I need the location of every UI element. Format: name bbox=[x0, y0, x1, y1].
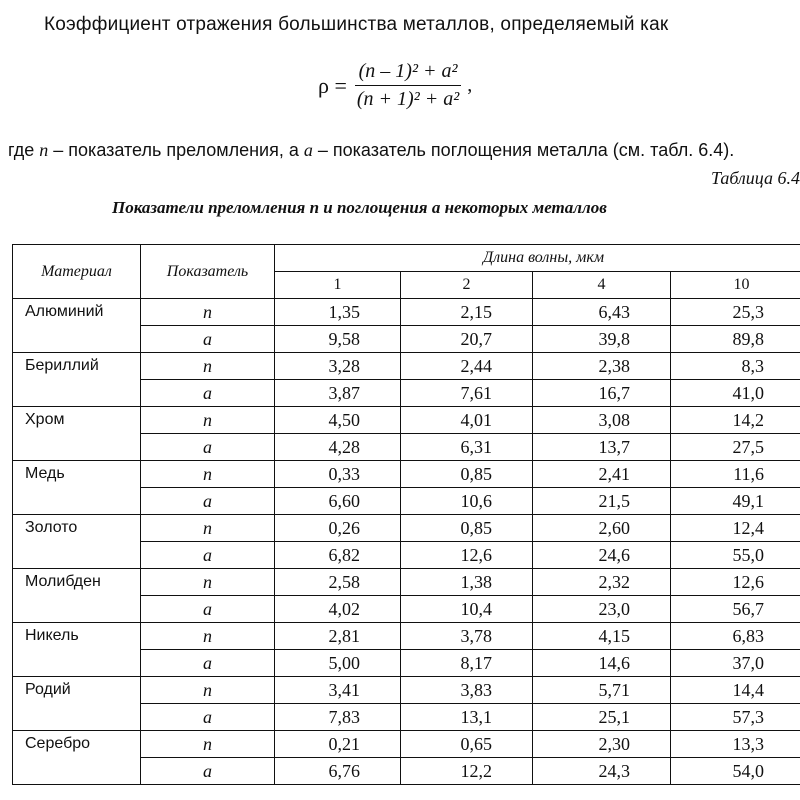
value-cell: 12,2 bbox=[401, 758, 533, 785]
value-cell: 8,17 bbox=[401, 650, 533, 677]
table-header-row bbox=[13, 245, 800, 272]
value-cell: 9,58 bbox=[275, 326, 401, 353]
metal-properties-table bbox=[12, 244, 800, 785]
header-wl-4: 4 bbox=[533, 272, 671, 299]
table-caption: Показатели преломления n и поглощения a некоторых металлов bbox=[112, 198, 607, 217]
value-cell: 3,83 bbox=[401, 677, 533, 704]
value-cell: 21,5 bbox=[533, 488, 671, 515]
value-cell: 6,83 bbox=[671, 623, 800, 650]
reflection-formula bbox=[318, 60, 472, 111]
material-name: Хром bbox=[13, 407, 141, 461]
header-indicator: Показатель bbox=[141, 245, 275, 299]
value-cell: 27,5 bbox=[671, 434, 800, 461]
value-cell: 54,0 bbox=[671, 758, 800, 785]
value-cell: 25,1 bbox=[533, 704, 671, 731]
header-wl-2: 2 bbox=[401, 272, 533, 299]
table-row bbox=[13, 353, 800, 380]
formula-numerator: (n – 1)² + a² bbox=[355, 60, 462, 86]
where-part1: где bbox=[8, 140, 40, 160]
indicator-symbol: a bbox=[141, 434, 275, 461]
indicator-symbol: n bbox=[141, 407, 275, 434]
value-cell: 24,3 bbox=[533, 758, 671, 785]
material-name: Серебро bbox=[13, 731, 141, 785]
indicator-symbol: a bbox=[141, 704, 275, 731]
table-row bbox=[13, 407, 800, 434]
value-cell: 16,7 bbox=[533, 380, 671, 407]
value-cell: 3,87 bbox=[275, 380, 401, 407]
where-text bbox=[8, 140, 734, 161]
indicator-symbol: a bbox=[141, 758, 275, 785]
value-cell: 4,50 bbox=[275, 407, 401, 434]
where-part2: – показатель преломления, а bbox=[48, 140, 304, 160]
value-cell: 23,0 bbox=[533, 596, 671, 623]
value-cell: 2,30 bbox=[533, 731, 671, 758]
indicator-symbol: a bbox=[141, 650, 275, 677]
value-cell: 6,31 bbox=[401, 434, 533, 461]
value-cell: 3,41 bbox=[275, 677, 401, 704]
value-cell: 55,0 bbox=[671, 542, 800, 569]
value-cell: 4,02 bbox=[275, 596, 401, 623]
table-row bbox=[13, 461, 800, 488]
where-part3: – показатель поглощения металла (см. табл. 6.4). bbox=[312, 140, 735, 160]
intro-text: Коэффициент отражения большинства металлов, определяемый как bbox=[44, 14, 669, 35]
value-cell: 2,15 bbox=[401, 299, 533, 326]
table-row bbox=[13, 515, 800, 542]
value-cell: 14,4 bbox=[671, 677, 800, 704]
value-cell: 13,7 bbox=[533, 434, 671, 461]
value-cell: 0,21 bbox=[275, 731, 401, 758]
header-wl-10: 10 bbox=[671, 272, 800, 299]
header-wl-1: 1 bbox=[275, 272, 401, 299]
value-cell: 3,78 bbox=[401, 623, 533, 650]
value-cell: 13,1 bbox=[401, 704, 533, 731]
value-cell: 8,3 bbox=[671, 353, 800, 380]
indicator-symbol: a bbox=[141, 326, 275, 353]
value-cell: 12,6 bbox=[671, 569, 800, 596]
indicator-symbol: a bbox=[141, 380, 275, 407]
formula-denominator: (n + 1)² + a² bbox=[356, 88, 460, 110]
value-cell: 89,8 bbox=[671, 326, 800, 353]
table-row bbox=[13, 299, 800, 326]
material-name: Алюминий bbox=[13, 299, 141, 353]
value-cell: 0,85 bbox=[401, 461, 533, 488]
value-cell: 0,33 bbox=[275, 461, 401, 488]
value-cell: 6,76 bbox=[275, 758, 401, 785]
indicator-symbol: n bbox=[141, 515, 275, 542]
header-material: Материал bbox=[13, 245, 141, 299]
indicator-symbol: n bbox=[141, 353, 275, 380]
table-row bbox=[13, 569, 800, 596]
value-cell: 1,38 bbox=[401, 569, 533, 596]
indicator-symbol: n bbox=[141, 299, 275, 326]
material-name: Золото bbox=[13, 515, 141, 569]
header-wavelength: Длина волны, мкм bbox=[275, 245, 800, 272]
value-cell: 0,65 bbox=[401, 731, 533, 758]
value-cell: 12,4 bbox=[671, 515, 800, 542]
value-cell: 12,6 bbox=[401, 542, 533, 569]
indicator-symbol: a bbox=[141, 488, 275, 515]
indicator-symbol: a bbox=[141, 542, 275, 569]
material-name: Бериллий bbox=[13, 353, 141, 407]
table-row bbox=[13, 623, 800, 650]
value-cell: 3,08 bbox=[533, 407, 671, 434]
formula-fraction bbox=[353, 60, 463, 111]
value-cell: 10,6 bbox=[401, 488, 533, 515]
value-cell: 2,58 bbox=[275, 569, 401, 596]
table-row bbox=[13, 731, 800, 758]
material-name: Никель bbox=[13, 623, 141, 677]
value-cell: 49,1 bbox=[671, 488, 800, 515]
value-cell: 41,0 bbox=[671, 380, 800, 407]
material-name: Молибден bbox=[13, 569, 141, 623]
table-number: Таблица 6.4 bbox=[710, 168, 800, 188]
indicator-symbol: n bbox=[141, 731, 275, 758]
value-cell: 2,81 bbox=[275, 623, 401, 650]
value-cell: 4,28 bbox=[275, 434, 401, 461]
value-cell: 7,61 bbox=[401, 380, 533, 407]
value-cell: 7,83 bbox=[275, 704, 401, 731]
where-a-symbol: a bbox=[303, 140, 313, 160]
value-cell: 1,35 bbox=[275, 299, 401, 326]
value-cell: 5,71 bbox=[533, 677, 671, 704]
value-cell: 0,85 bbox=[401, 515, 533, 542]
value-cell: 3,28 bbox=[275, 353, 401, 380]
value-cell: 2,38 bbox=[533, 353, 671, 380]
value-cell: 2,41 bbox=[533, 461, 671, 488]
material-name: Медь bbox=[13, 461, 141, 515]
value-cell: 6,60 bbox=[275, 488, 401, 515]
value-cell: 5,00 bbox=[275, 650, 401, 677]
value-cell: 13,3 bbox=[671, 731, 800, 758]
value-cell: 2,60 bbox=[533, 515, 671, 542]
formula-comma: , bbox=[467, 74, 473, 96]
value-cell: 14,2 bbox=[671, 407, 800, 434]
value-cell: 25,3 bbox=[671, 299, 800, 326]
value-cell: 57,3 bbox=[671, 704, 800, 731]
value-cell: 39,8 bbox=[533, 326, 671, 353]
value-cell: 37,0 bbox=[671, 650, 800, 677]
indicator-symbol: n bbox=[141, 569, 275, 596]
value-cell: 56,7 bbox=[671, 596, 800, 623]
indicator-symbol: n bbox=[141, 677, 275, 704]
table-row bbox=[13, 677, 800, 704]
value-cell: 2,44 bbox=[401, 353, 533, 380]
value-cell: 11,6 bbox=[671, 461, 800, 488]
value-cell: 14,6 bbox=[533, 650, 671, 677]
value-cell: 4,01 bbox=[401, 407, 533, 434]
table-body bbox=[13, 299, 800, 785]
material-name: Родий bbox=[13, 677, 141, 731]
formula-lhs: ρ = bbox=[318, 72, 347, 98]
value-cell: 24,6 bbox=[533, 542, 671, 569]
indicator-symbol: a bbox=[141, 596, 275, 623]
value-cell: 20,7 bbox=[401, 326, 533, 353]
value-cell: 6,82 bbox=[275, 542, 401, 569]
value-cell: 4,15 bbox=[533, 623, 671, 650]
indicator-symbol: n bbox=[141, 461, 275, 488]
where-n-symbol: n bbox=[39, 140, 49, 160]
value-cell: 0,26 bbox=[275, 515, 401, 542]
value-cell: 10,4 bbox=[401, 596, 533, 623]
indicator-symbol: n bbox=[141, 623, 275, 650]
value-cell: 6,43 bbox=[533, 299, 671, 326]
value-cell: 2,32 bbox=[533, 569, 671, 596]
